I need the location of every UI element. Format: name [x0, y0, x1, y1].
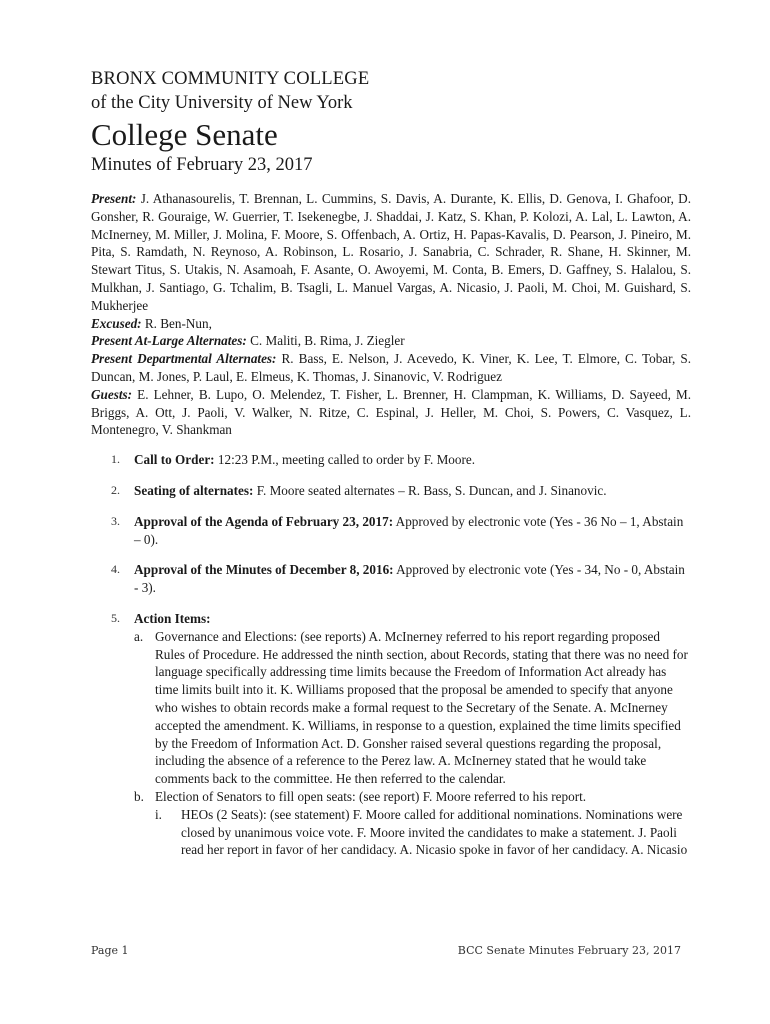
- action-item-text: Governance and Elections: (see reports) A. McInerney referred to his report regarding proposed Rules of Procedure. He addressed the ninth section, about Records, stating that there was no need for language specifically addressing time limits because the Freedom of Information Act already has time limits built into it. K. Williams proposed that the proposal be amended to specify that anyone who wishes to obtain records make a formal request to the Secretary of the Senate. A. McInerney accepted the amendment. K. Williams, in response to a question, explained the time limits specified by the Freedom of Information Act. D. Gonsher raised several questions regarding the proposal, including the absence of a reference to the Perez law. A. McInerney stated that he would take comments back to the committee. He then referred to the calendar.: [155, 628, 688, 787]
- item-number: 2.: [111, 482, 120, 497]
- item-number: 1.: [111, 452, 120, 467]
- college-name: BRONX COMMUNITY COLLEGE: [91, 69, 370, 89]
- agenda-list: [91, 451, 691, 859]
- agenda-item: [91, 561, 691, 597]
- departmental-paragraph: [91, 350, 691, 386]
- item-number: 5.: [111, 610, 120, 625]
- excused-list: R. Ben-Nun,: [144, 315, 212, 331]
- page-number: Page 1: [91, 944, 129, 957]
- atlarge-paragraph: [91, 332, 691, 350]
- agenda-item: [91, 451, 691, 469]
- attendance-section: [91, 190, 691, 439]
- present-list: J. Athanasourelis, T. Brennan, L. Cummins, S. Davis, A. Durante, K. Ellis, D. Genova, I. Ghafoor, D. Gonsher, R. Gouraige, W. Guerrier, T. Isekenegbe, J. Shaddai, J. Katz, S. Khan, P. Kolozi, A. Lal, L. Lawton, A. McInerney, M. Miller, J. Molina, F. Moore, S. Offenbach, A. Ortiz, H. Papas-Kavalis, D. Pearson, J. Pineiro, M. Pita, S. Ramdath, N. Reynoso, A. Robinson, L. Rosario, J. Sanabria, C. Schrader, R. Shane, H. Skinner, M. Stewart Titus, S. Utakis, N. Asamoah, F. Asante, O. Awoyemi, M. Conta, B. Emers, D. Gaffney, S. Halalou, S. Mulkhan, J. Santiago, G. Tchalim, B. Tsagli, L. Manuel Vargas, A. Nicasio, J. Paoli, M. Choi, M. Guishard, S. Mukherjee: [91, 191, 691, 313]
- guests-paragraph: [91, 386, 691, 439]
- item-number: 3.: [111, 513, 120, 528]
- agenda-item: [91, 513, 691, 549]
- departmental-label: Present Departmental Alternates:: [91, 351, 277, 367]
- item-text: Approved by electronic vote (Yes - 34, No - 0, Abstain - 3).: [134, 562, 685, 596]
- action-item-text: Election of Senators to fill open seats: (see report) F. Moore referred to his report.: [155, 788, 587, 804]
- footer-doc-title: BCC Senate Minutes February 23, 2017: [457, 944, 681, 957]
- action-items-sublist: [134, 628, 691, 859]
- action-item-text: HEOs (2 Seats): (see statement) F. Moore called for additional nominations. Nominations were closed by unanimous voice vote. F. Moore invited the candidates to make a statement. J. Paoli read her report in favor of her candidacy. A. Nicasio spoke in favor of her candidacy. A. Nicasio: [181, 806, 688, 858]
- item-title: Seating of alternates:: [134, 482, 254, 498]
- guests-label: Guests:: [91, 386, 133, 402]
- atlarge-list: C. Maliti, B. Rima, J. Ziegler: [250, 333, 405, 349]
- university-name: of the City University of New York: [91, 93, 353, 113]
- minutes-date-title: Minutes of February 23, 2017: [91, 155, 313, 175]
- item-text: Approved by electronic vote (Yes - 36 No – 1, Abstain – 0).: [134, 513, 684, 547]
- item-text: F. Moore seated alternates – R. Bass, S. Duncan, and J. Sinanovic.: [253, 482, 607, 498]
- departmental-list: R. Bass, E. Nelson, J. Acevedo, K. Viner, K. Lee, T. Elmore, C. Tobar, S. Duncan, M. Jones, P. Laul, E. Elmeus, K. Thomas, J. Sinanovic, V. Rodriguez: [91, 351, 691, 384]
- item-title: Action Items:: [134, 610, 211, 626]
- excused-paragraph: [91, 315, 691, 333]
- sub-marker: i.: [155, 806, 162, 822]
- item-number: 4.: [111, 562, 120, 577]
- agenda-item: [91, 610, 691, 859]
- present-paragraph: [91, 190, 691, 315]
- sub-marker: a.: [134, 628, 144, 644]
- present-label: Present:: [91, 191, 137, 206]
- action-item-b: [134, 788, 691, 806]
- item-text: 12:23 P.M., meeting called to order by F. Moore.: [214, 452, 476, 468]
- item-title: Approval of the Agenda of February 23, 2017:: [134, 513, 394, 529]
- document-page: [91, 68, 691, 872]
- action-item-a: [134, 628, 691, 788]
- guests-list: E. Lehner, B. Lupo, O. Melendez, T. Fisher, L. Brenner, H. Clampman, K. Williams, D. Sayeed, M. Briggs, A. Ott, J. Paoli, V. Walker, N. Ritze, C. Espinal, J. Heller, M. Choi, S. Powers, C. Vasquez, L. Montenegro, V. Shankman: [91, 386, 691, 438]
- agenda-item: [91, 482, 691, 500]
- senate-title: College Senate: [91, 117, 278, 152]
- sub-marker: b.: [134, 788, 144, 804]
- atlarge-label: Present At-Large Alternates:: [91, 333, 247, 349]
- item-title: Call to Order:: [134, 452, 215, 468]
- item-title: Approval of the Minutes of December 8, 2016:: [134, 562, 394, 578]
- action-item-b-i: [134, 806, 691, 859]
- excused-label: Excused:: [91, 315, 142, 331]
